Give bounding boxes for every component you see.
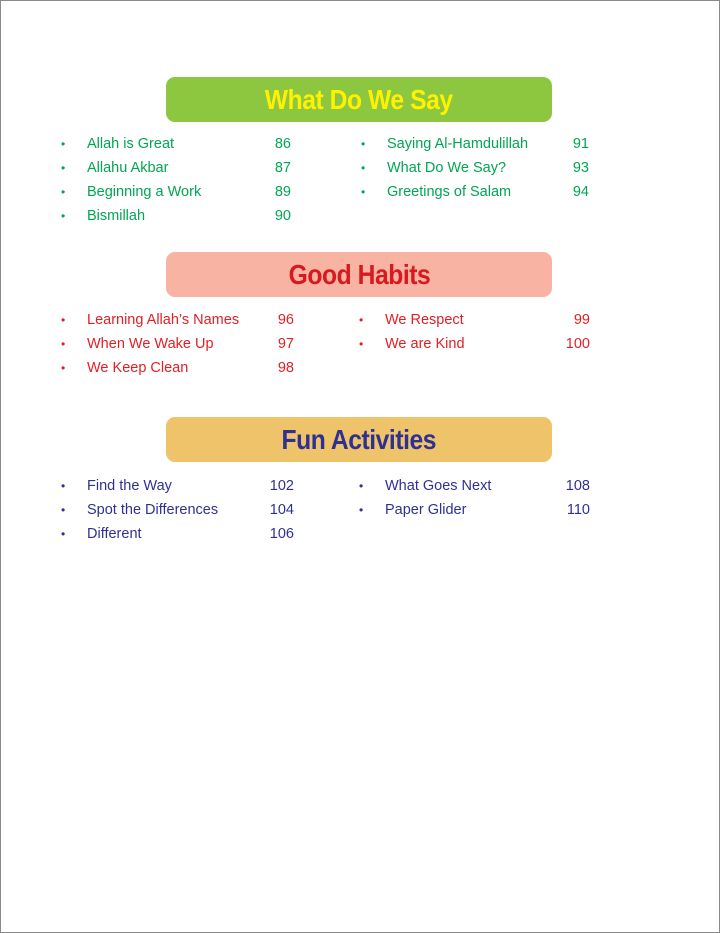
toc-entry-label: Learning Allah’s Names <box>87 312 240 328</box>
toc-entry-label: Paper Glider <box>385 502 467 518</box>
toc-entry-label: Allahu Akbar <box>87 160 169 176</box>
section-banner <box>166 77 552 122</box>
toc-entry-label: When We Wake Up <box>87 336 214 352</box>
bullet-icon: • <box>361 185 366 199</box>
toc-entry-page-number: 100 <box>565 336 590 352</box>
bullet-icon: • <box>359 313 364 327</box>
bullet-icon: • <box>61 313 66 327</box>
toc-entry-page-number: 99 <box>573 312 590 328</box>
toc-entry-page-number: 102 <box>269 478 294 494</box>
bullet-icon: • <box>61 137 66 151</box>
bullet-icon: • <box>61 479 66 493</box>
bullet-icon: • <box>359 337 364 351</box>
bullet-icon: • <box>61 503 66 517</box>
bullet-icon: • <box>61 161 66 175</box>
toc-entry-page-number: 87 <box>274 160 291 176</box>
toc-entry-label: Beginning a Work <box>87 184 202 200</box>
toc-entry-label: Allah is Great <box>87 136 175 152</box>
toc-entry-label: Different <box>87 526 142 542</box>
toc-entry-page-number: 86 <box>274 136 291 152</box>
toc-entry-page-number: 96 <box>277 312 294 328</box>
toc-entry-label: We are Kind <box>385 336 465 352</box>
toc-entry-label: We Respect <box>385 312 464 328</box>
toc-entry-page-number: 93 <box>572 160 589 176</box>
toc-entry-label: Spot the Differences <box>87 502 219 518</box>
bullet-icon: • <box>61 527 66 541</box>
bullet-icon: • <box>361 161 366 175</box>
toc-entry-page-number: 98 <box>277 360 294 376</box>
toc-entry-label: Saying Al-Hamdulillah <box>387 136 529 152</box>
toc-entry-page-number: 91 <box>572 136 589 152</box>
toc-entry-page-number: 89 <box>274 184 291 200</box>
toc-entry-label: Bismillah <box>87 208 146 224</box>
section-banner <box>166 252 552 297</box>
toc-entry-label: Find the Way <box>87 478 172 494</box>
bullet-icon: • <box>61 185 66 199</box>
bullet-icon: • <box>61 209 66 223</box>
bullet-icon: • <box>361 137 366 151</box>
toc-entry-page-number: 97 <box>277 336 294 352</box>
bullet-icon: • <box>359 479 364 493</box>
toc-entry-label: We Keep Clean <box>87 360 189 376</box>
toc-entry-page-number: 104 <box>269 502 294 518</box>
toc-entry-page-number: 94 <box>572 184 589 200</box>
section-title: Good Habits <box>288 258 430 290</box>
toc-entry-page-number: 110 <box>566 502 590 518</box>
toc-entry-label: Greetings of Salam <box>387 184 512 200</box>
section-banner <box>166 417 552 462</box>
bullet-icon: • <box>61 337 66 351</box>
toc-entry-page-number: 90 <box>274 208 291 224</box>
toc-entry-label: What Do We Say? <box>387 160 507 176</box>
toc-entry-page-number: 106 <box>269 526 294 542</box>
bullet-icon: • <box>359 503 364 517</box>
toc-entry-page-number: 108 <box>565 478 590 494</box>
toc-entry-label: What Goes Next <box>385 478 492 494</box>
section-title: What Do We Say <box>265 83 453 115</box>
section-title: Fun Activities <box>281 423 437 455</box>
bullet-icon: • <box>61 361 66 375</box>
